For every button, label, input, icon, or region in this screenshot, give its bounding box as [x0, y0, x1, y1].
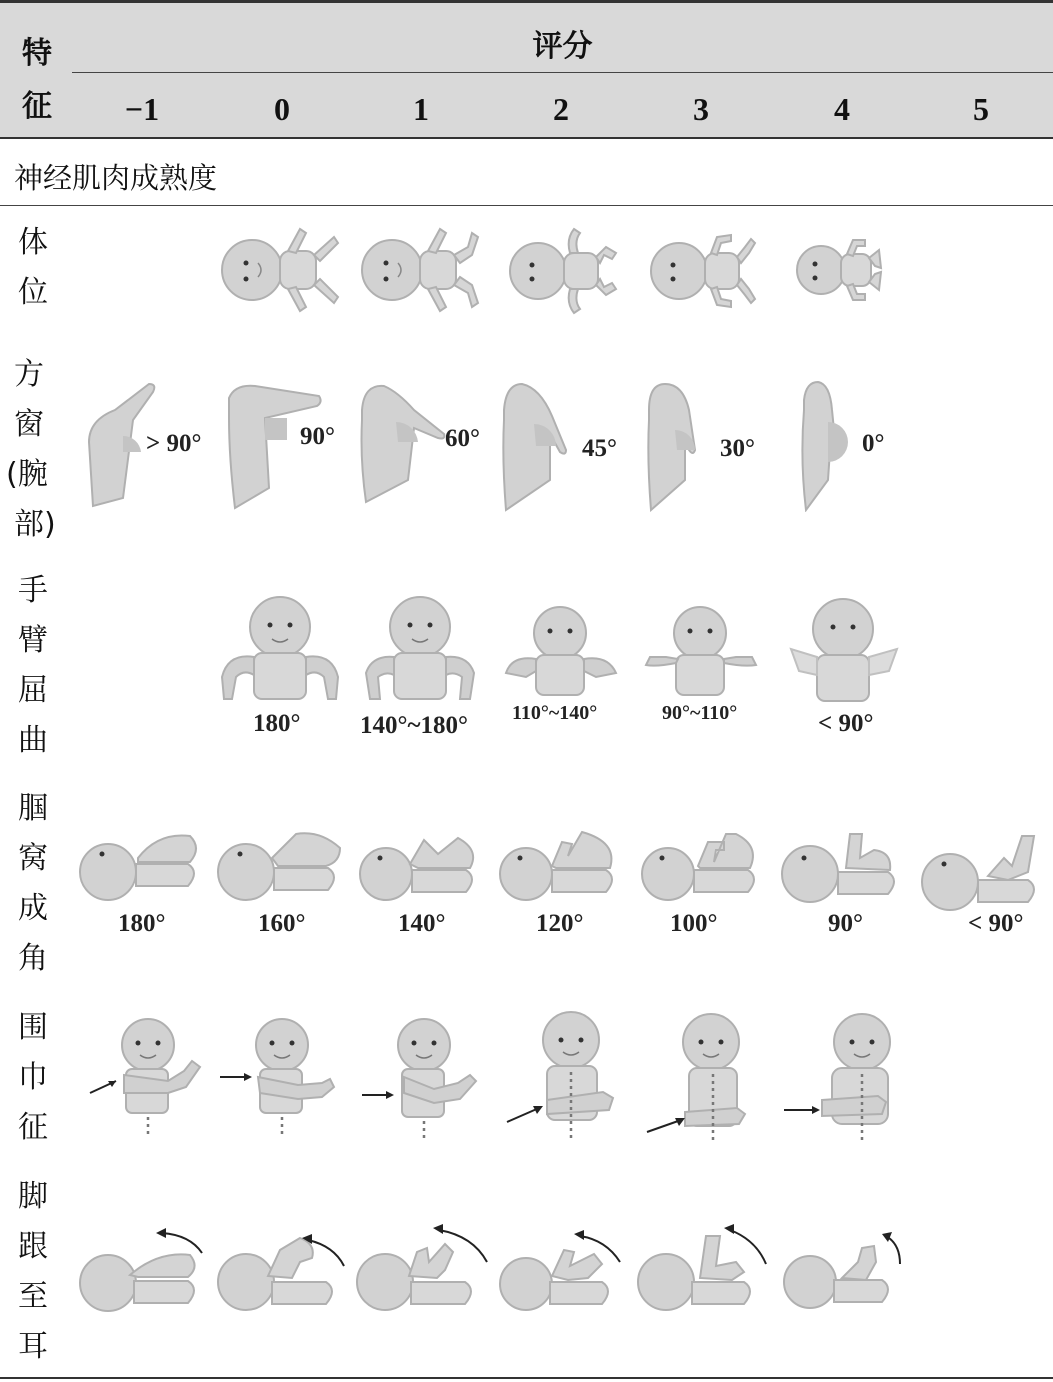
feature-char: 至: [18, 1279, 48, 1314]
square-window-label-1: 60°: [445, 425, 480, 452]
feature-char: 征: [18, 1110, 48, 1145]
posture-figure-4: [795, 230, 887, 310]
square-window-figure-2: [500, 380, 580, 512]
arm-recoil-label-2: 110°~140°: [512, 702, 598, 724]
square-window-label-0: 90°: [300, 423, 335, 450]
score-0: 0: [274, 91, 290, 127]
heel-to-ear-figure-4: [782, 1228, 906, 1312]
popliteal-label-3: 100°: [670, 910, 718, 937]
arm-recoil-label-1: 140°~180°: [360, 712, 468, 739]
posture-figure-0: [220, 225, 342, 315]
square-window-label-4: 0°: [862, 430, 885, 457]
square-window-figure-1: [358, 380, 450, 512]
popliteal-figure-4: [780, 828, 906, 904]
popliteal-figure-5: [918, 828, 1048, 912]
square-window-label-3: 30°: [720, 435, 755, 462]
scarf-sign-figure-2: [505, 1010, 621, 1144]
table-header: [0, 0, 1053, 139]
score-title: 评分: [532, 29, 593, 64]
feature-heel-to-ear: [18, 1172, 58, 1372]
feature-char: 位: [18, 275, 48, 310]
popliteal-figure-2: [498, 828, 624, 904]
arm-recoil-label-3: 90°~110°: [662, 702, 738, 724]
square-window-figure-3: [645, 380, 721, 512]
popliteal-figure-minus-1: [78, 828, 204, 904]
popliteal-label-1: 140°: [398, 910, 446, 937]
feature-posture: [18, 218, 58, 318]
section-divider: [0, 205, 1053, 206]
popliteal-figure-0: [216, 828, 346, 904]
feature-char: 方: [14, 357, 44, 392]
feature-char: 屈: [18, 673, 48, 708]
feature-char: 窗: [14, 407, 44, 442]
feature-char: 巾: [18, 1060, 48, 1095]
feature-char: 脚: [18, 1179, 48, 1214]
popliteal-label-minus-1: 180°: [118, 910, 166, 937]
feature-scarf-sign: [18, 1003, 58, 1153]
popliteal-figure-1: [358, 828, 484, 904]
posture-figure-2: [508, 225, 620, 317]
header-divider: [72, 72, 1053, 73]
feature-char: (腕: [6, 457, 48, 492]
score-minus-1: −1: [124, 91, 160, 127]
heel-to-ear-figure-0: [216, 1222, 348, 1314]
scarf-sign-figure-0: [218, 1015, 346, 1139]
feature-char: 围: [18, 1010, 48, 1045]
arm-recoil-figure-4: [785, 595, 901, 705]
heel-to-ear-figure-minus-1: [78, 1225, 206, 1315]
feature-char: 手: [18, 573, 48, 608]
heel-to-ear-figure-1: [355, 1222, 489, 1314]
feature-square-window: [6, 350, 56, 550]
scarf-sign-figure-4: [782, 1010, 902, 1144]
feature-char: 曲: [18, 723, 48, 758]
popliteal-label-4: 90°: [828, 910, 863, 937]
feature-char: 耳: [18, 1329, 48, 1364]
feature-char: 角: [18, 941, 48, 976]
arm-recoil-label-0: 180°: [253, 710, 301, 737]
feature-char: 跟: [18, 1229, 48, 1264]
popliteal-label-2: 120°: [536, 910, 584, 937]
popliteal-label-0: 160°: [258, 910, 306, 937]
arm-recoil-figure-0: [218, 595, 344, 703]
score-3: 3: [693, 91, 709, 127]
feature-char: 体: [18, 225, 48, 260]
heel-to-ear-figure-2: [498, 1224, 624, 1314]
scarf-sign-figure-3: [645, 1010, 757, 1144]
arm-recoil-figure-3: [642, 605, 760, 699]
square-window-figure-4: [800, 380, 860, 512]
score-5: 5: [973, 91, 989, 127]
section-title: 神经肌肉成熟度: [14, 161, 218, 195]
feature-char: 部): [14, 507, 56, 542]
heel-to-ear-figure-3: [636, 1222, 768, 1314]
feature-header-char-2: 征: [22, 89, 52, 124]
feature-char: 成: [18, 891, 48, 926]
feature-char: 臂: [18, 623, 48, 658]
feature-popliteal-angle: [18, 784, 58, 984]
score-4: 4: [834, 91, 850, 127]
scarf-sign-figure-1: [360, 1015, 484, 1139]
posture-figure-1: [360, 225, 482, 315]
scarf-sign-figure-minus-1: [88, 1015, 208, 1139]
square-window-label-minus-1: > 90°: [146, 430, 202, 457]
feature-arm-recoil: [18, 566, 58, 766]
feature-char: 窝: [18, 841, 48, 876]
arm-recoil-figure-2: [500, 605, 622, 699]
arm-recoil-label-4: < 90°: [818, 710, 874, 737]
popliteal-label-5: < 90°: [968, 910, 1024, 937]
table-bottom-rule: [0, 1377, 1053, 1379]
feature-header-char-1: 特: [22, 36, 52, 71]
score-1: 1: [413, 91, 429, 127]
arm-recoil-figure-1: [360, 595, 482, 703]
square-window-label-2: 45°: [582, 435, 617, 462]
popliteal-figure-3: [640, 828, 766, 904]
score-2: 2: [553, 91, 569, 127]
feature-char: 腘: [18, 791, 48, 826]
posture-figure-3: [645, 225, 757, 317]
